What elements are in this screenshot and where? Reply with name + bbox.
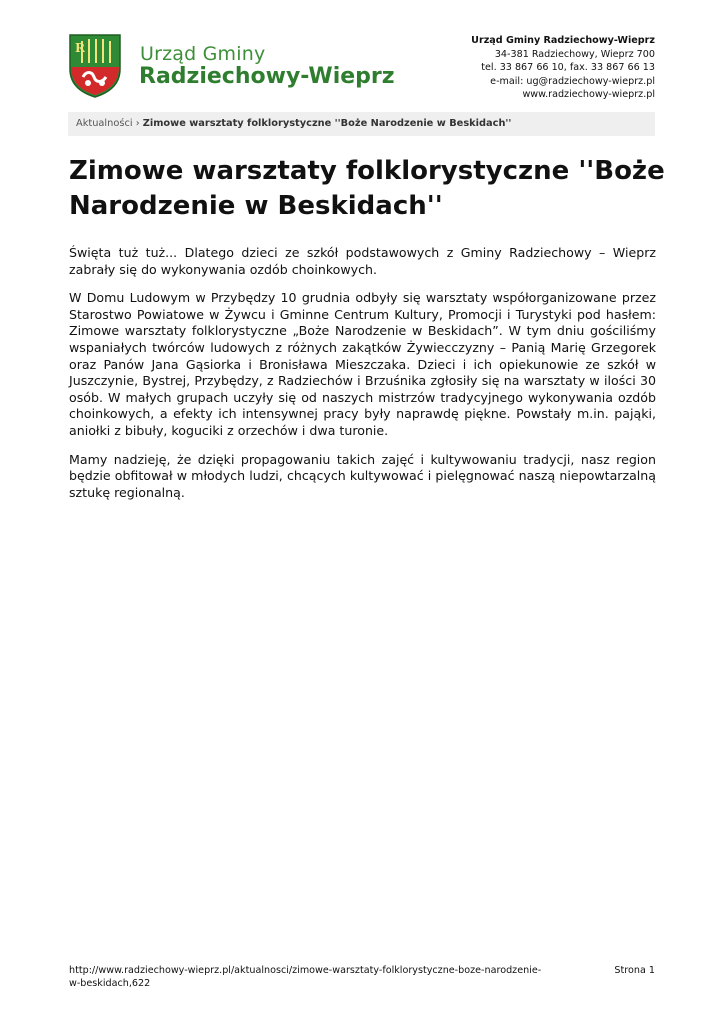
svg-text:R: R — [75, 41, 85, 55]
footer-page-number: Strona 1 — [614, 965, 655, 976]
contact-block — [471, 34, 655, 102]
coat-of-arms-logo[interactable] — [68, 33, 122, 99]
page-title: Zimowe warsztaty folklorystyczne ''Boże Narodzenie w Beskidach'' — [69, 156, 665, 221]
footer-url[interactable]: http://www.radziechowy-wieprz.pl/aktualnosci/zimowe-warsztaty-folklorystyczne-boze-narodzenie-w-beskidach,622 — [69, 965, 542, 990]
breadcrumb — [68, 112, 655, 136]
logo-title-line1: Urząd Gminy — [140, 43, 266, 65]
contact-address: 34-381 Radziechowy, Wieprz 700 — [494, 48, 655, 60]
article-paragraph: Mamy nadzieję, że dzięki propagowaniu takich zajęć i kultywowaniu tradycji, nasz region będzie obfitował w młodych ludzi, chcących kultywować i pielęgnować naszą niepowtarzalną sztukę regionalną. — [69, 451, 656, 500]
contact-email[interactable]: e-mail: ug@radziechowy-wieprz.pl — [490, 75, 655, 87]
contact-org: Urząd Gminy Radziechowy-Wieprz — [471, 35, 655, 46]
article-body — [69, 245, 656, 513]
article-paragraph: Święta tuż tuż... Dlatego dzieci ze szkół podstawowych z Gminy Radziechowy – Wieprz zabrały się do wykonywania ozdób choinkowych. — [69, 245, 656, 277]
breadcrumb-parent-link[interactable]: Aktualności — [76, 118, 133, 129]
article-paragraph: W Domu Ludowym w Przybędzy 10 grudnia odbyły się warsztaty współorganizowane przez Starostwo Powiatowe w Żywcu i Gminne Centrum Kultury, Promocji i Turystyki pod hasłem: Zimowe warsztaty folklorystyczne „Boże Narodzenie w Beskidach”. W tym dniu gościliśmy wspaniałych twórców ludowych z różnych zakątków Żywiecczyzny – Panią Marię Grzegorek oraz Panów Jana Gąsiorka i Bronisława Mieszczaka. Dzieci i ich opiekunowie ze szkół w Juszczynie, Bystrej, Przybędzy, z Radziechów i Brzuśnika zgłosiły się na warsztaty w ilości 30 osób. W małych grupach uczyły się od naszych mistrzów tradycyjnego wykonywania ozdób choinkowych, a efekty ich intensywnej pracy były naprawdę piękne. Powstały m.in. pająki, aniołki z bibuły, koguciki z orzechów i dwa turonie. — [69, 290, 656, 438]
logo-title-line2: Radziechowy-Wieprz — [139, 64, 395, 89]
contact-phone: tel. 33 867 66 10, fax. 33 867 66 13 — [481, 62, 655, 74]
breadcrumb-current: Zimowe warsztaty folklorystyczne ''Boże Narodzenie w Beskidach'' — [142, 118, 512, 129]
breadcrumb-separator: › — [135, 118, 140, 129]
contact-website[interactable]: www.radziechowy-wieprz.pl — [522, 89, 655, 101]
